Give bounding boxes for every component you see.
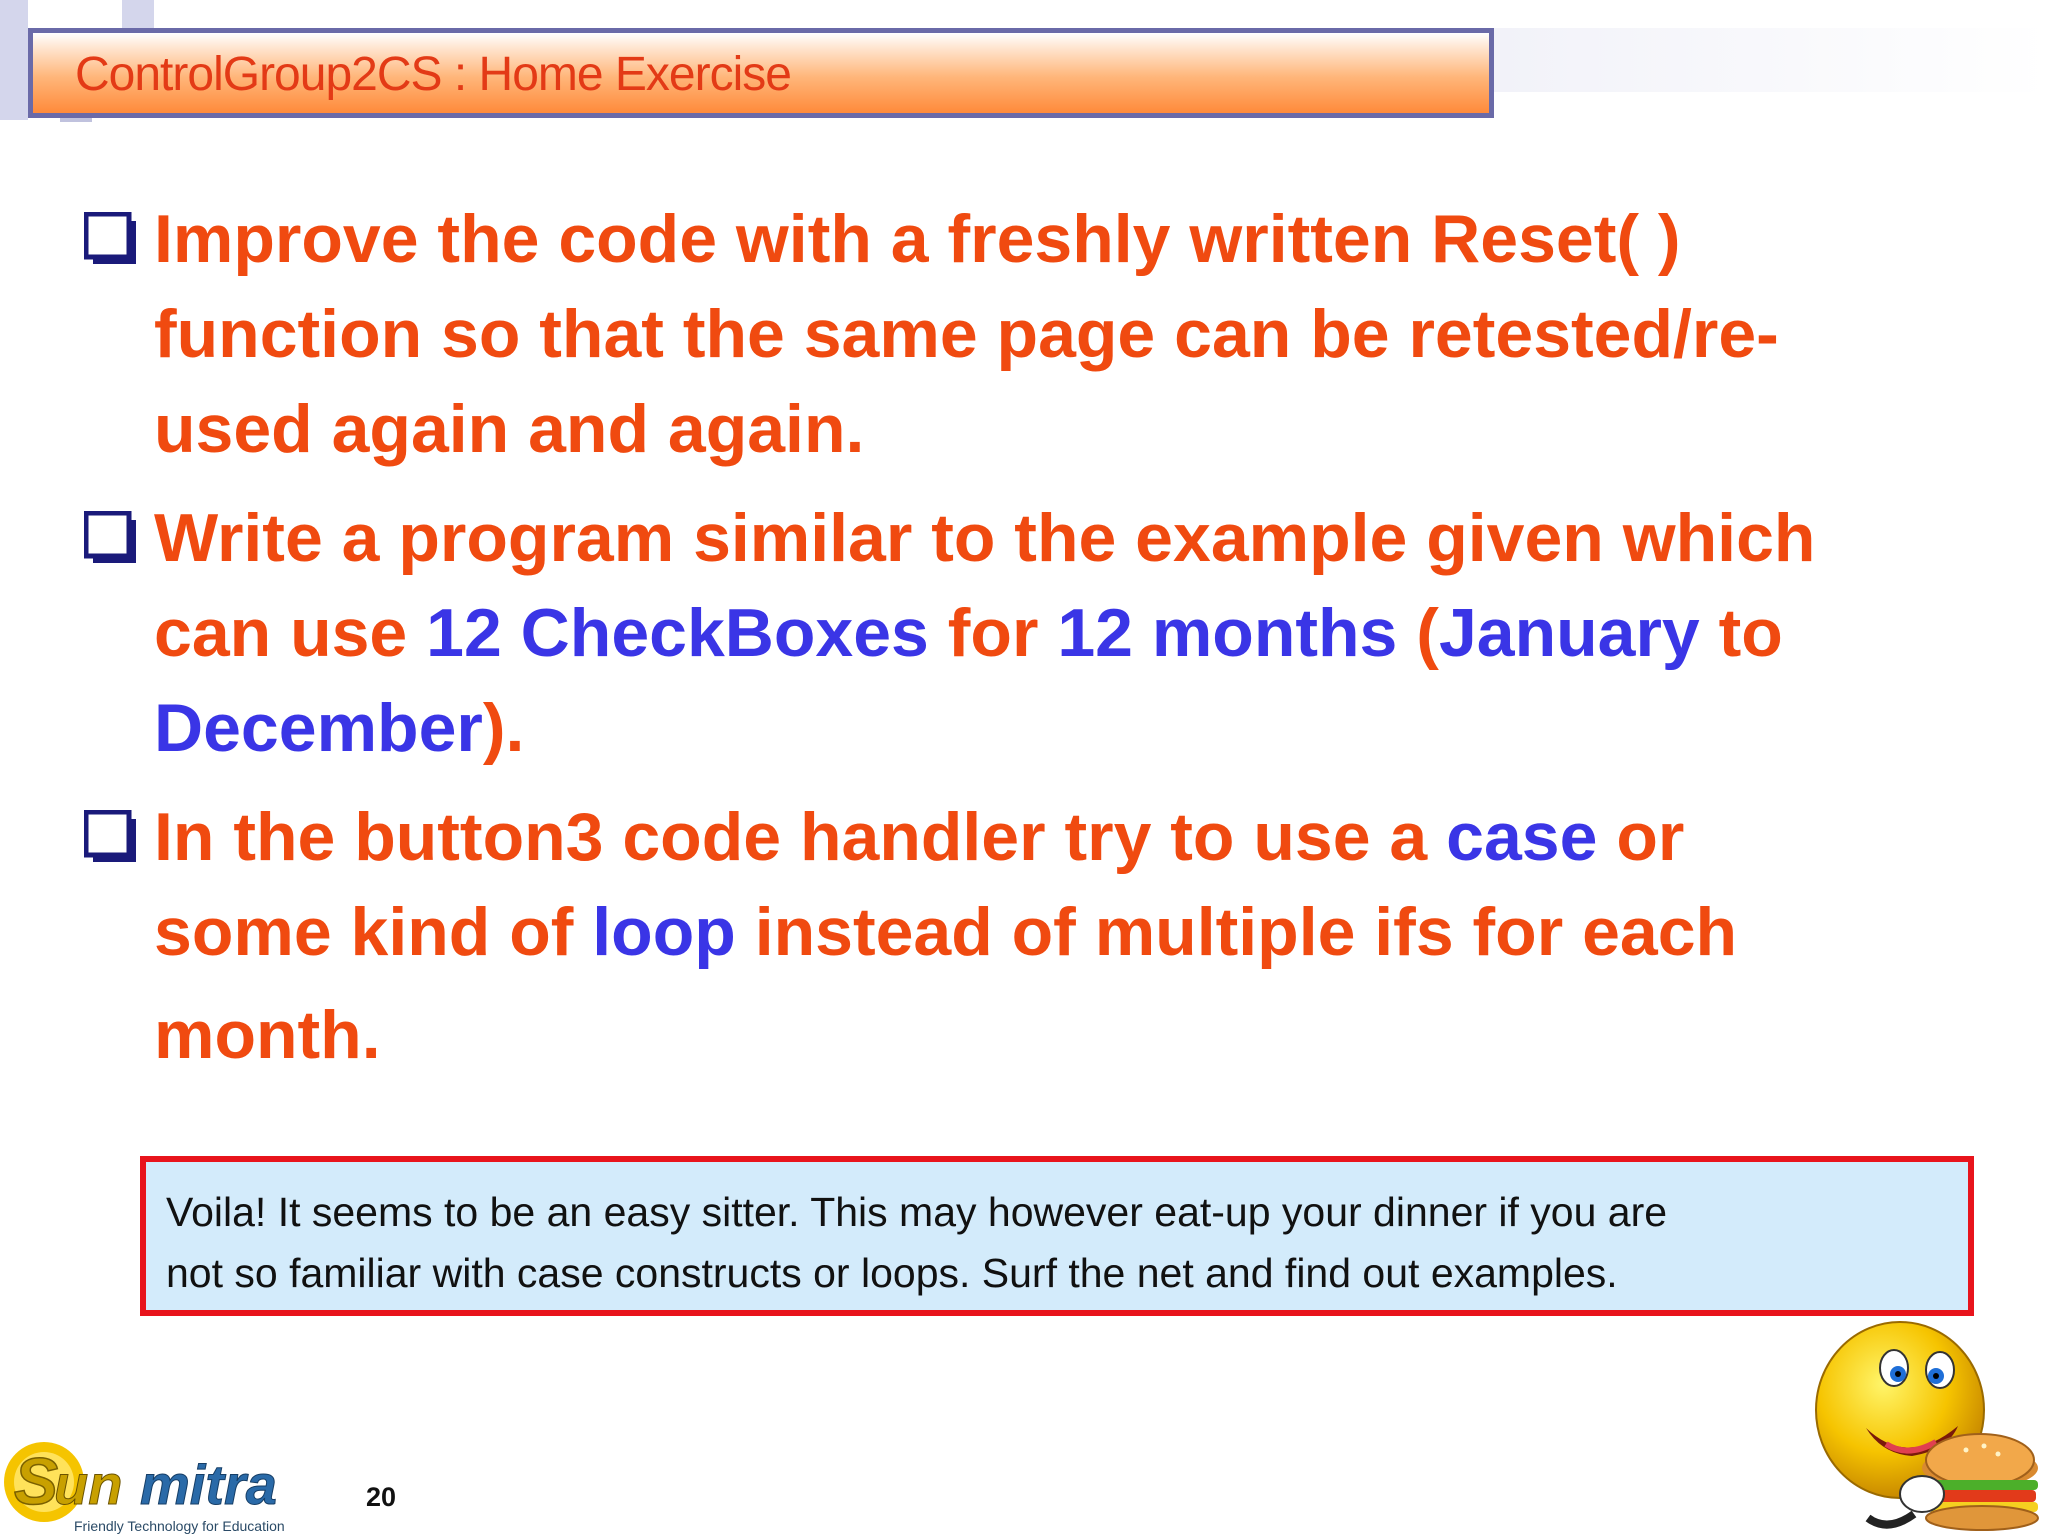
highlight-december: December [154,690,483,766]
bullet-text: ). [482,690,525,766]
bullet-line [154,586,1980,681]
svg-text:mitra: mitra [140,1453,277,1516]
bullet-text: instead of multiple ifs for each [735,894,1738,970]
highlight-january: January [1438,595,1700,671]
slide-title: ControlGroup2CS : Home Exercise [75,48,791,101]
bullet-item [80,192,1980,477]
sunmitra-logo [0,1432,320,1536]
bullet-line [154,885,1980,980]
hollow-square-bullet-icon [84,810,138,864]
svg-text:un: un [54,1453,123,1516]
svg-text:S: S [14,1444,59,1518]
highlight-case: case [1446,799,1598,875]
hollow-square-bullet-icon [84,212,138,266]
bullet-line: month. [154,997,381,1073]
bullet-item [80,491,1980,776]
corner-decoration [0,0,28,120]
svg-text:Friendly Technology for Educat: Friendly Technology for Education [74,1518,285,1534]
corner-decoration [122,0,154,28]
bullet-text: or [1597,799,1685,875]
page-number: 20 [366,1482,397,1512]
highlight-loop: loop [592,894,736,970]
bullet-text: some kind of [154,894,593,970]
bullet-line: Improve the code with a freshly written Reset( ) [154,201,1681,277]
hollow-square-bullet-icon [84,511,138,565]
note-callout [140,1156,1974,1316]
bullet-line: used again and again. [154,391,865,467]
note-line: not so familiar with case constructs or loops. Surf the net and find out examples. [166,1250,1618,1296]
bullet-line: function so that the same page can be retested/re- [154,296,1779,372]
smiley-burger-icon [1808,1318,2048,1536]
bullet-line [154,681,1980,776]
bullet-text: can use [154,595,427,671]
highlight-months: 12 months [1057,595,1398,671]
bullet-list [80,192,1980,1104]
highlight-checkboxes: 12 CheckBoxes [426,595,929,671]
slide-title-bar [28,28,1494,118]
bullet-text: for [928,595,1058,671]
bullet-line [154,790,1980,885]
bullet-text: to [1699,595,1783,671]
bullet-item [80,790,1980,1090]
bullet-text: ( [1397,595,1439,671]
note-line: Voila! It seems to be an easy sitter. This may however eat-up your dinner if you are [166,1189,1668,1235]
bullet-text: In the button3 code handler try to use a [154,799,1447,875]
bullet-line: Write a program similar to the example given which [154,500,1816,576]
